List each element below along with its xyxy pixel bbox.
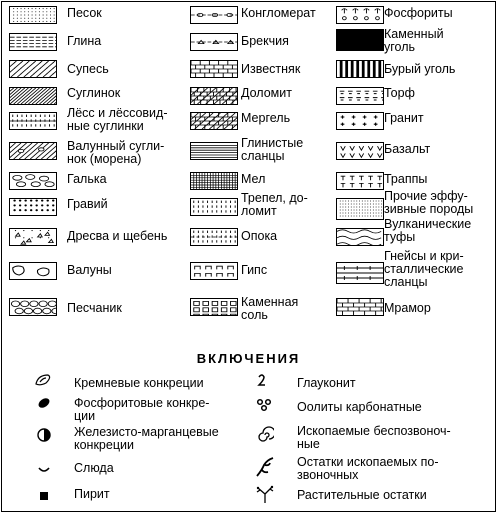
- limestone-pattern-icon: [190, 60, 238, 78]
- flint-nodule-icon: [34, 373, 54, 392]
- rock-label: Валуны: [67, 263, 112, 277]
- rock-label: Трепел, до- ломит: [241, 191, 308, 218]
- marl-pattern-icon: [190, 112, 238, 130]
- rock-label: Гнейсы и кри- сталлические сланцы: [384, 249, 464, 289]
- marble-pattern-icon: [336, 298, 384, 316]
- rock-label: Мергель: [241, 111, 291, 125]
- clay-pattern-icon: [9, 33, 57, 51]
- rock-label: Супесь: [67, 62, 109, 76]
- inclusion-label: Глауконит: [297, 376, 356, 390]
- rock-label: Каменная соль: [241, 295, 299, 322]
- plant-remains-icon: [254, 484, 276, 509]
- rock-label: Доломит: [241, 86, 292, 100]
- rock-label: Глина: [67, 34, 102, 48]
- rock-label: Гранит: [384, 111, 424, 125]
- rock-label: Известняк: [241, 62, 301, 76]
- phosphorite-nodule-icon: [34, 396, 54, 415]
- peat-pattern-icon: [336, 87, 384, 105]
- chalk-pattern-icon: [190, 172, 238, 190]
- inclusion-label: Ископаемые беспозвоноч- ные: [297, 424, 451, 451]
- inclusion-label: Оолиты карбонатные: [297, 400, 422, 414]
- fossil-vertebrate-icon: [254, 456, 276, 483]
- dolomite-pattern-icon: [190, 87, 238, 105]
- opoka-pattern-icon: [190, 228, 238, 246]
- rock-label: Брекчия: [241, 34, 289, 48]
- rock-label: Песок: [67, 6, 102, 20]
- loess-pattern-icon: [9, 112, 57, 130]
- basalt-pattern-icon: [336, 142, 384, 160]
- rock-label: Торф: [384, 86, 415, 100]
- oolite-icon: [255, 398, 273, 417]
- inclusion-label: Фосфоритовые конкре- ции: [74, 396, 210, 423]
- trap-pattern-icon: [336, 172, 384, 190]
- rock-label: Опока: [241, 229, 278, 243]
- rock-label: Галька: [67, 172, 107, 186]
- grus-rubble-pattern-icon: [9, 228, 57, 246]
- inclusion-label: Слюда: [74, 461, 114, 475]
- boulders-pattern-icon: [9, 262, 57, 280]
- inclusion-label: Кремневые конкреции: [74, 376, 204, 390]
- sandy-loam-pattern-icon: [9, 60, 57, 78]
- rock-label: Глинистые сланцы: [241, 136, 304, 163]
- rock-label: Прочие эффу- зивные породы: [384, 189, 474, 216]
- ferromanganese-nodule-icon: [36, 427, 52, 448]
- gypsum-pattern-icon: [190, 262, 238, 280]
- inclusion-label: Остатки ископаемых по- звоночных: [297, 455, 439, 482]
- rock-label: Валунный сугли- нок (морена): [67, 139, 165, 166]
- breccia-pattern-icon: [190, 33, 238, 51]
- pyrite-icon: [38, 489, 50, 507]
- fossil-invertebrate-icon: [256, 426, 274, 449]
- mica-icon: [36, 462, 52, 480]
- tuff-pattern-icon: [336, 228, 384, 246]
- rock-label: Мел: [241, 172, 266, 186]
- rock-label: Бурый уголь: [384, 62, 456, 76]
- rock-label: Гравий: [67, 197, 108, 211]
- rock-label: Базальт: [384, 142, 431, 156]
- phosphorite-pattern-icon: [336, 6, 384, 24]
- rock-label: Гипс: [241, 263, 268, 277]
- gravel-pattern-icon: [9, 198, 57, 216]
- pebble-pattern-icon: [9, 172, 57, 190]
- rock-label: Суглинок: [67, 86, 121, 100]
- inclusion-label: Пирит: [74, 487, 110, 501]
- effusive-pattern-icon: [336, 198, 384, 220]
- rock-label: Траппы: [384, 172, 428, 186]
- rock-salt-pattern-icon: [190, 298, 238, 316]
- granite-pattern-icon: [336, 112, 384, 130]
- brown-coal-pattern-icon: [336, 60, 384, 78]
- inclusions-heading: ВКЛЮЧЕНИЯ: [196, 351, 301, 366]
- coal-pattern-icon: [336, 29, 384, 51]
- rock-label: Конгломерат: [241, 6, 316, 20]
- rock-label: Фосфориты: [384, 6, 453, 20]
- rock-label: Каменный уголь: [384, 27, 444, 54]
- sandstone-pattern-icon: [9, 298, 57, 316]
- sand-pattern-icon: [9, 6, 57, 24]
- clay-shale-pattern-icon: [190, 142, 238, 160]
- rock-label: Лёсс и лёссовид- ные суглинки: [67, 106, 168, 133]
- glauconite-icon: [256, 373, 268, 392]
- rock-label: Вулканические туфы: [384, 217, 472, 244]
- conglomerate-pattern-icon: [190, 6, 238, 24]
- moraine-pattern-icon: [9, 142, 57, 160]
- loam-pattern-icon: [9, 87, 57, 105]
- rock-label: Дресва и щебень: [67, 229, 168, 243]
- rock-label: Мрамор: [384, 301, 431, 315]
- tripoli-pattern-icon: [190, 198, 238, 216]
- rock-label: Песчаник: [67, 301, 122, 315]
- inclusion-label: Железисто-марганцевые конкреции: [74, 425, 219, 452]
- gneiss-pattern-icon: [336, 262, 384, 284]
- inclusion-label: Растительные остатки: [297, 488, 427, 502]
